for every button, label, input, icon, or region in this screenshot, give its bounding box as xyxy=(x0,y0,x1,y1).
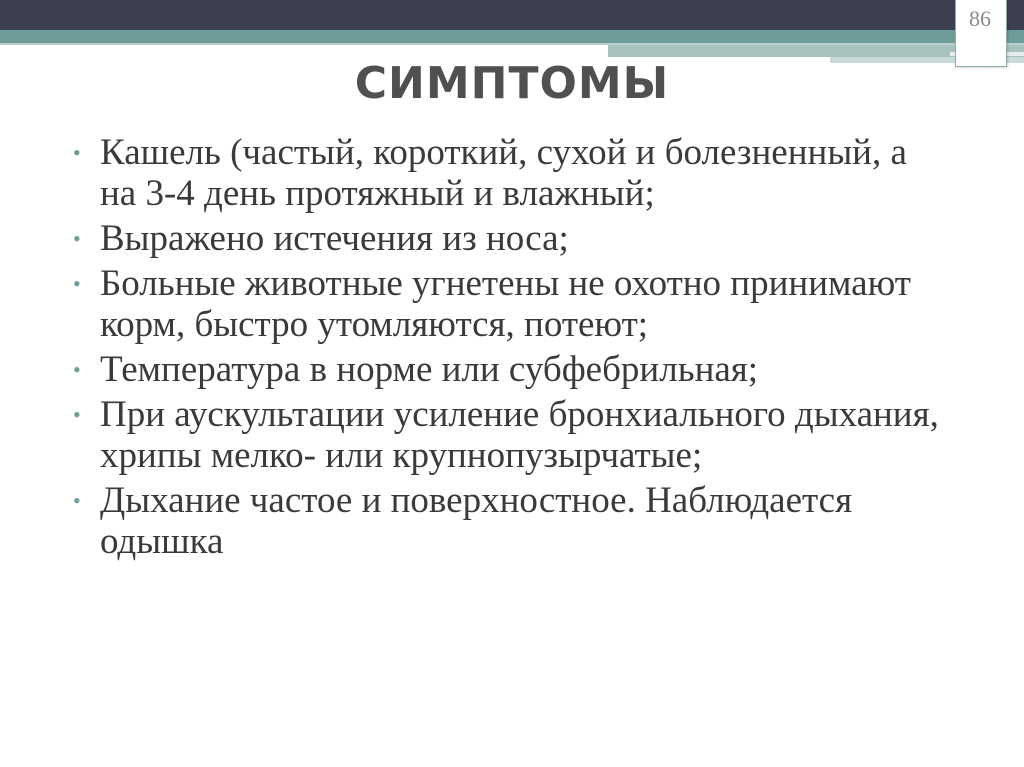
bullet-icon: • xyxy=(73,488,81,513)
page-number: 86 xyxy=(969,6,991,31)
header-band-dark xyxy=(0,0,1024,30)
list-item xyxy=(70,263,950,345)
bullet-icon: • xyxy=(73,271,81,296)
list-item xyxy=(70,349,950,390)
slide-title: СИМПТОМЫ xyxy=(354,58,670,109)
list-item-text: Дыхание частое и поверхностное. Наблюдается одышка xyxy=(100,480,853,562)
bullet-icon: • xyxy=(73,140,81,165)
bullet-icon: • xyxy=(73,357,81,382)
header-band-teal xyxy=(0,30,1024,43)
list-item xyxy=(70,218,950,259)
list-item xyxy=(70,132,950,214)
symptom-list xyxy=(70,132,950,566)
bullet-icon: • xyxy=(73,402,81,427)
list-item xyxy=(70,394,950,476)
list-item-text: Температура в норме или субфебрильная; xyxy=(100,349,759,390)
list-item-text: Больные животные угнетены не охотно принимают корм, быстро утомляются, потеют; xyxy=(100,263,911,345)
list-item-text: Кашель (частый, короткий, сухой и болезненный, а на 3-4 день протяжный и влажный; xyxy=(100,132,907,214)
list-item xyxy=(70,480,950,562)
bullet-icon: • xyxy=(73,226,81,251)
list-item-text: При аускультации усиление бронхиального дыхания, хрипы мелко- или крупнопузырчатые; xyxy=(100,394,939,476)
list-item-text: Выражено истечения из носа; xyxy=(100,218,569,259)
